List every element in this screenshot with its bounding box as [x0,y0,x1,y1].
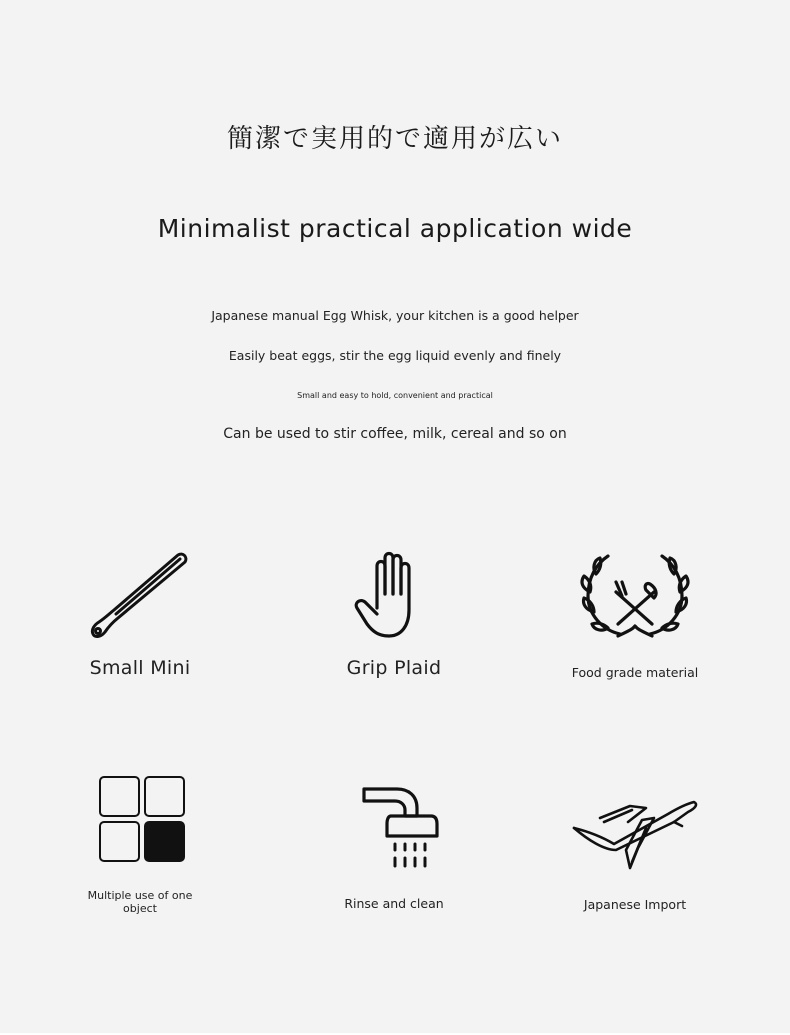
feature-label: Grip Plaid [346,657,442,679]
description-line-2: Easily beat eggs, stir the egg liquid evenly and finely [228,348,562,363]
stick-icon [85,548,195,643]
grid-squares-icon [94,772,186,867]
hand-icon [349,548,439,643]
feature-rinse-clean [274,782,514,911]
page-title-japanese: 簡潔で実用的で適用が広い [226,124,563,154]
feature-label: Food grade material [571,665,699,680]
feature-japanese-import [515,792,755,912]
feature-label: Rinse and clean [344,896,444,911]
feature-multiple-use [20,772,260,915]
airplane-icon [570,792,700,877]
faucet-icon [349,782,439,874]
description-line-3: Small and easy to hold, convenient and practical [297,391,493,400]
laurel-utensils-icon [580,548,690,643]
feature-food-grade [515,548,755,680]
description-line-4: Can be used to stir coffee, milk, cereal and so on [223,426,567,442]
description-line-1: Japanese manual Egg Whisk, your kitchen is a good helper [211,308,579,323]
feature-label: Multiple use of one object [87,889,193,915]
feature-grip-plaid [274,548,514,679]
feature-label: Japanese Import [583,897,687,912]
feature-label: Small Mini [89,657,191,679]
feature-small-mini [20,548,260,679]
page-title-english: Minimalist practical application wide [157,214,633,243]
